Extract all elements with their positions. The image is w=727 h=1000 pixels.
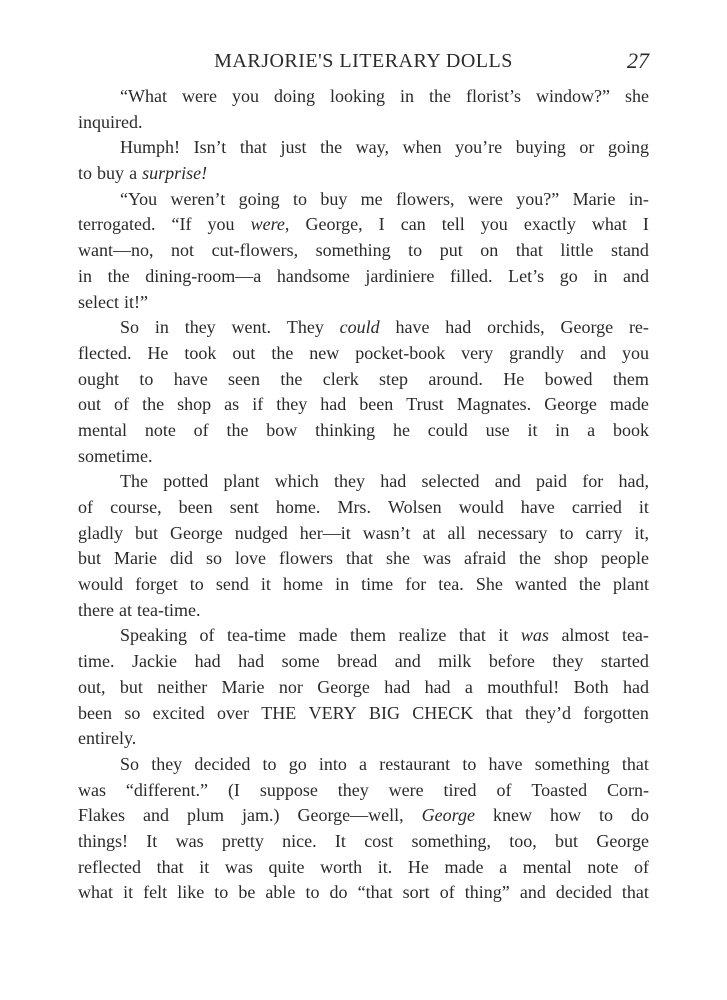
text-line: there at tea-time. [78, 599, 201, 620]
text-line: of course, been sent home. Mrs. Wolsen would have carried it [78, 497, 649, 517]
text-line: flected. He took out the new pocket-book very grandly and you [78, 342, 649, 363]
text-line: gladly but George nudged her—it wasn’t at all necessary to carry it, [78, 522, 649, 543]
text-line: ought to have seen the clerk step around. He bowed them [78, 368, 649, 389]
text-line: but Marie did so love flowers that she was afraid the shop people [78, 548, 649, 569]
text-line: select it!” [78, 291, 149, 312]
text-line: sometime. [78, 445, 153, 466]
text-line: what it felt like to be able to do “that sort of thing” and decided that [78, 882, 649, 903]
text-line: things! It was pretty nice. It cost something, too, but George [78, 830, 649, 851]
text-line: out of the shop as if they had been Trust Magnates. George made [78, 394, 649, 415]
page-number: 27 [627, 48, 649, 73]
running-head-title: MARJORIE'S LITERARY DOLLS [214, 50, 513, 72]
text-line: inquired. [78, 111, 143, 132]
body-text [78, 84, 649, 906]
text-line: So in they went. They could have had orchids, George re- [120, 317, 649, 338]
text-line: time. Jackie had had some bread and milk before they started [78, 651, 649, 672]
text-line: was “different.” (I suppose they were tired of Toasted Corn- [78, 779, 649, 800]
text-line: want—no, not cut-flowers, something to put on that little stand [78, 240, 649, 261]
text-line: terrogated. “If you were, George, I can tell you exactly what I [78, 214, 649, 235]
text-line: mental note of the bow thinking he could use it in a book [78, 419, 649, 440]
text-line: entirely. [78, 728, 137, 749]
text-line: So they decided to go into a restaurant to have something that [120, 753, 649, 774]
text-line: reflected that it was quite worth it. He made a mental note of [78, 856, 649, 877]
text-line: The potted plant which they had selected and paid for had, [120, 471, 649, 492]
text-line: out, but neither Marie nor George had had a mouthful! Both had [78, 676, 649, 697]
running-header [78, 44, 649, 78]
text-line: “What were you doing looking in the florist’s window?” she [120, 86, 649, 106]
text-line: Speaking of tea-time made them realize that it was almost tea- [120, 625, 649, 646]
text-line: Humph! Isn’t that just the way, when you’re buying or going [120, 137, 649, 158]
text-line: to buy a surprise! [78, 163, 208, 184]
text-line: been so excited over THE VERY BIG CHECK that they’d forgotten [78, 702, 649, 723]
text-line: “You weren’t going to buy me flowers, were you?” Marie in- [120, 188, 649, 209]
text-line: in the dining-room—a handsome jardiniere filled. Let’s go in and [78, 265, 649, 286]
text-line: would forget to send it home in time for tea. She wanted the plant [78, 574, 649, 595]
text-line: Flakes and plum jam.) George—well, George knew how to do [78, 805, 649, 826]
